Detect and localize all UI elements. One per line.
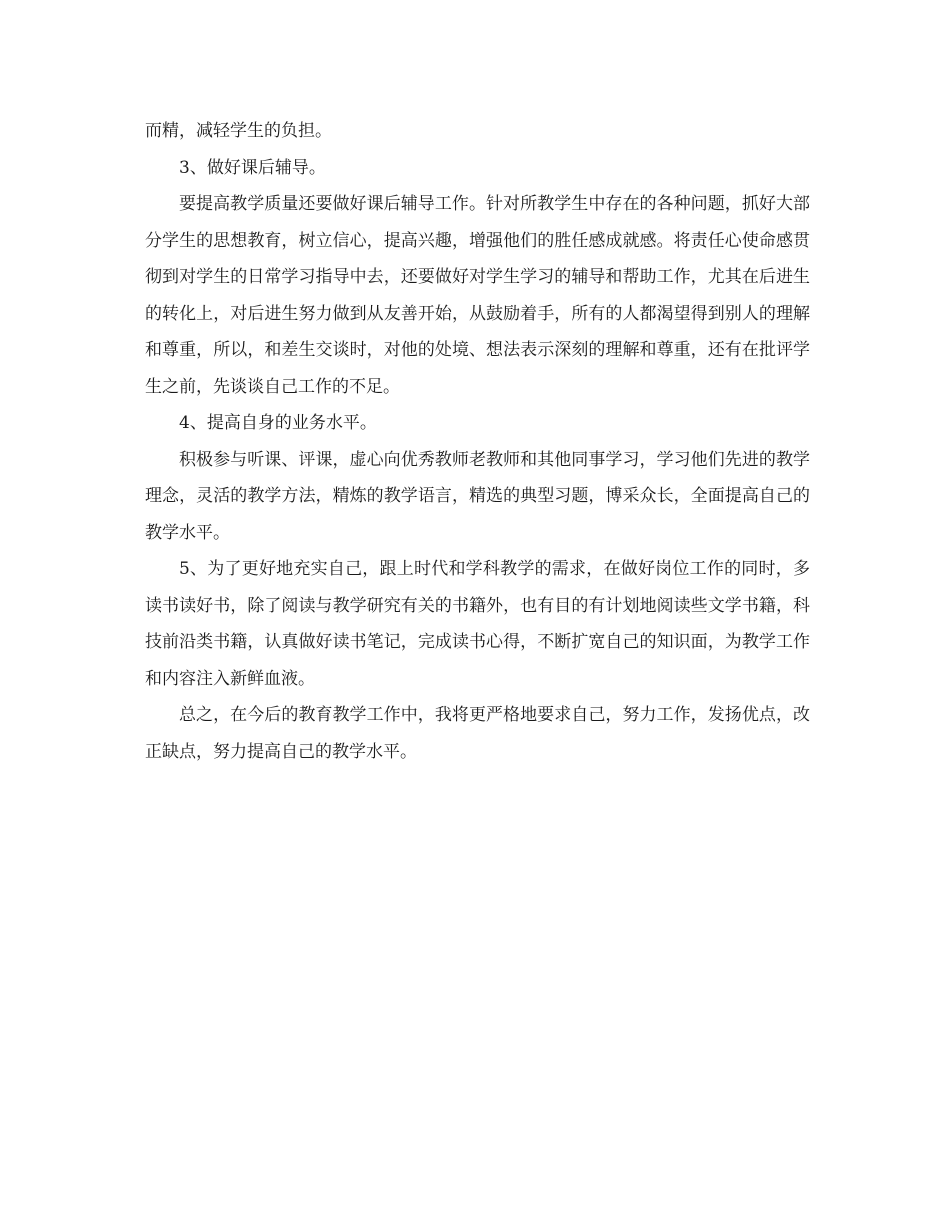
- paragraph-conclusion: 总之，在今后的教育教学工作中，我将更严格地要求自己，努力工作，发扬优点，改正缺点，努力提高自己的教学水平。: [145, 705, 810, 762]
- paragraph-continuation: 而精，减轻学生的负担。: [145, 121, 332, 141]
- paragraph-reading: 5、为了更好地充实自己，跟上时代和学科教学的需求，在做好岗位工作的同时，多读书读好书，除了阅读与教学研究有关的书籍外，也有目的有计划地阅读些文学书籍，科技前沿类书籍，认真做好读书笔记，完成读书心得，不断扩宽自己的知识面，为教学工作和内容注入新鲜血液。: [145, 559, 810, 689]
- heading-after-class-tutoring: 3、做好课后辅导。: [179, 157, 326, 178]
- paragraph-lesson-observation: 积极参与听课、评课，虚心向优秀教师老教师和其他同事学习，学习他们先进的教学理念，灵活的教学方法，精炼的教学语言，精选的典型习题，博采众长，全面提高自己的教学水平。: [145, 449, 810, 543]
- document-body: [145, 113, 810, 770]
- paragraph-tutoring: 要提高教学质量还要做好课后辅导工作。针对所教学生中存在的各种问题，抓好大部分学生的思想教育，树立信心，提高兴趣，增强他们的胜任感成就感。将责任心使命感贯彻到对学生的日常学习指导中去，还要做好对学生学习的辅导和帮助工作，尤其在后进生的转化上，对后进生努力做到从友善开始，从鼓励着手，所有的人都渴望得到别人的理解和尊重，所以，和差生交谈时，对他的处境、想法表示深刻的理解和尊重，还有在批评学生之前，先谈谈自己工作的不足。: [145, 194, 810, 397]
- heading-professional-level: 4、提高自身的业务水平。: [179, 413, 377, 433]
